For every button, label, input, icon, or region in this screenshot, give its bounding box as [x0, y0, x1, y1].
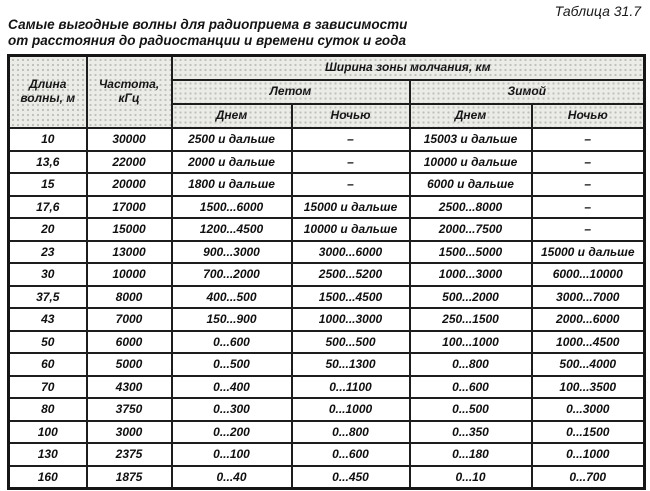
- table-row: [9, 196, 645, 219]
- cell-summer-night: 1500...4500: [292, 286, 410, 309]
- col-header-winter-night: Ночью: [532, 104, 645, 128]
- table-header: [9, 56, 645, 129]
- cell-winter-night: 500...4000: [532, 353, 645, 376]
- table-row: [9, 443, 645, 466]
- cell-summer-day: 0...100: [172, 443, 292, 466]
- table-row: [9, 466, 645, 489]
- table-row: [9, 353, 645, 376]
- cell-wavelength: 15: [9, 173, 87, 196]
- table-row: [9, 308, 645, 331]
- cell-summer-night: 50...1300: [292, 353, 410, 376]
- cell-wavelength: 10: [9, 128, 87, 151]
- table-row: [9, 286, 645, 309]
- cell-frequency: 17000: [87, 196, 172, 219]
- cell-frequency: 15000: [87, 218, 172, 241]
- table-row: [9, 421, 645, 444]
- cell-summer-night: –: [292, 128, 410, 151]
- table-caption: Таблица 31.7: [554, 3, 641, 19]
- cell-summer-day: 150...900: [172, 308, 292, 331]
- cell-summer-night: 0...600: [292, 443, 410, 466]
- cell-winter-night: 0...1000: [532, 443, 645, 466]
- cell-summer-night: 0...1100: [292, 376, 410, 399]
- cell-winter-day: 0...10: [410, 466, 532, 489]
- cell-summer-night: 0...800: [292, 421, 410, 444]
- table-row: [9, 241, 645, 264]
- cell-frequency: 8000: [87, 286, 172, 309]
- cell-frequency: 1875: [87, 466, 172, 489]
- cell-wavelength: 17,6: [9, 196, 87, 219]
- cell-summer-night: 0...1000: [292, 398, 410, 421]
- cell-wavelength: 50: [9, 331, 87, 354]
- cell-winter-day: 1500...5000: [410, 241, 532, 264]
- col-header-silence-zone: Ширина зоны молчания, км: [172, 56, 645, 81]
- cell-wavelength: 30: [9, 263, 87, 286]
- cell-summer-day: 900...3000: [172, 241, 292, 264]
- cell-frequency: 13000: [87, 241, 172, 264]
- cell-wavelength: 100: [9, 421, 87, 444]
- cell-wavelength: 43: [9, 308, 87, 331]
- cell-winter-night: –: [532, 151, 645, 174]
- table-row: [9, 263, 645, 286]
- cell-summer-day: 0...300: [172, 398, 292, 421]
- cell-winter-day: 500...2000: [410, 286, 532, 309]
- page-title: [8, 17, 407, 50]
- cell-frequency: 7000: [87, 308, 172, 331]
- cell-winter-night: 100...3500: [532, 376, 645, 399]
- cell-wavelength: 60: [9, 353, 87, 376]
- cell-winter-night: 1000...4500: [532, 331, 645, 354]
- header-row-1: [9, 56, 645, 81]
- cell-wavelength: 37,5: [9, 286, 87, 309]
- cell-frequency: 20000: [87, 173, 172, 196]
- table-row: [9, 173, 645, 196]
- cell-frequency: 6000: [87, 331, 172, 354]
- col-header-summer-night: Ночью: [292, 104, 410, 128]
- col-header-wavelength: Длина волны, м: [9, 56, 87, 129]
- cell-winter-night: 2000...6000: [532, 308, 645, 331]
- col-header-summer: Летом: [172, 80, 410, 104]
- cell-wavelength: 13,6: [9, 151, 87, 174]
- cell-winter-night: 3000...7000: [532, 286, 645, 309]
- cell-winter-day: 250...1500: [410, 308, 532, 331]
- cell-winter-day: 10000 и дальше: [410, 151, 532, 174]
- cell-summer-day: 0...500: [172, 353, 292, 376]
- cell-wavelength: 130: [9, 443, 87, 466]
- cell-wavelength: 23: [9, 241, 87, 264]
- cell-wavelength: 160: [9, 466, 87, 489]
- cell-winter-day: 15003 и дальше: [410, 128, 532, 151]
- cell-summer-day: 700...2000: [172, 263, 292, 286]
- cell-summer-night: 0...450: [292, 466, 410, 489]
- cell-winter-night: 0...700: [532, 466, 645, 489]
- cell-summer-night: 1000...3000: [292, 308, 410, 331]
- cell-winter-night: 15000 и дальше: [532, 241, 645, 264]
- cell-frequency: 5000: [87, 353, 172, 376]
- cell-winter-night: –: [532, 173, 645, 196]
- cell-summer-night: 500...500: [292, 331, 410, 354]
- col-header-summer-day: Днем: [172, 104, 292, 128]
- table-body: [9, 128, 645, 489]
- cell-winter-day: 100...1000: [410, 331, 532, 354]
- cell-wavelength: 20: [9, 218, 87, 241]
- cell-winter-day: 2000...7500: [410, 218, 532, 241]
- cell-winter-day: 0...180: [410, 443, 532, 466]
- table-row: [9, 398, 645, 421]
- cell-winter-day: 0...350: [410, 421, 532, 444]
- cell-winter-night: –: [532, 128, 645, 151]
- cell-summer-day: 1800 и дальше: [172, 173, 292, 196]
- cell-wavelength: 80: [9, 398, 87, 421]
- cell-summer-day: 0...40: [172, 466, 292, 489]
- cell-frequency: 10000: [87, 263, 172, 286]
- cell-frequency: 4300: [87, 376, 172, 399]
- cell-winter-day: 1000...3000: [410, 263, 532, 286]
- radio-waves-table: [7, 54, 646, 490]
- page-title-line1: Самые выгодные волны для радиоприема в зависимости: [8, 17, 408, 32]
- cell-summer-day: 2500 и дальше: [172, 128, 292, 151]
- cell-winter-day: 0...500: [410, 398, 532, 421]
- cell-frequency: 2375: [87, 443, 172, 466]
- cell-winter-night: 6000...10000: [532, 263, 645, 286]
- cell-frequency: 3000: [87, 421, 172, 444]
- cell-winter-night: –: [532, 196, 645, 219]
- table-row: [9, 376, 645, 399]
- col-header-winter: Зимой: [410, 80, 645, 104]
- col-header-winter-day: Днем: [410, 104, 532, 128]
- cell-summer-day: 0...200: [172, 421, 292, 444]
- table-row: [9, 331, 645, 354]
- cell-summer-day: 1200...4500: [172, 218, 292, 241]
- cell-winter-night: –: [532, 218, 645, 241]
- cell-summer-day: 0...600: [172, 331, 292, 354]
- table-row: [9, 128, 645, 151]
- cell-summer-night: 10000 и дальше: [292, 218, 410, 241]
- cell-summer-night: 2500...5200: [292, 263, 410, 286]
- cell-summer-day: 2000 и дальше: [172, 151, 292, 174]
- cell-frequency: 3750: [87, 398, 172, 421]
- cell-summer-day: 400...500: [172, 286, 292, 309]
- page-title-line2: от расстояния до радиостанции и времени суток и года: [8, 33, 406, 49]
- cell-winter-day: 2500...8000: [410, 196, 532, 219]
- cell-summer-night: –: [292, 151, 410, 174]
- cell-winter-night: 0...3000: [532, 398, 645, 421]
- cell-winter-day: 0...800: [410, 353, 532, 376]
- cell-winter-day: 0...600: [410, 376, 532, 399]
- cell-summer-night: 15000 и дальше: [292, 196, 410, 219]
- cell-wavelength: 70: [9, 376, 87, 399]
- col-header-frequency: Частота, кГц: [87, 56, 172, 129]
- cell-winter-day: 6000 и дальше: [410, 173, 532, 196]
- cell-frequency: 30000: [87, 128, 172, 151]
- table-row: [9, 218, 645, 241]
- cell-summer-night: –: [292, 173, 410, 196]
- cell-winter-night: 0...1500: [532, 421, 645, 444]
- cell-summer-day: 1500...6000: [172, 196, 292, 219]
- cell-summer-day: 0...400: [172, 376, 292, 399]
- cell-frequency: 22000: [87, 151, 172, 174]
- cell-summer-night: 3000...6000: [292, 241, 410, 264]
- table-row: [9, 151, 645, 174]
